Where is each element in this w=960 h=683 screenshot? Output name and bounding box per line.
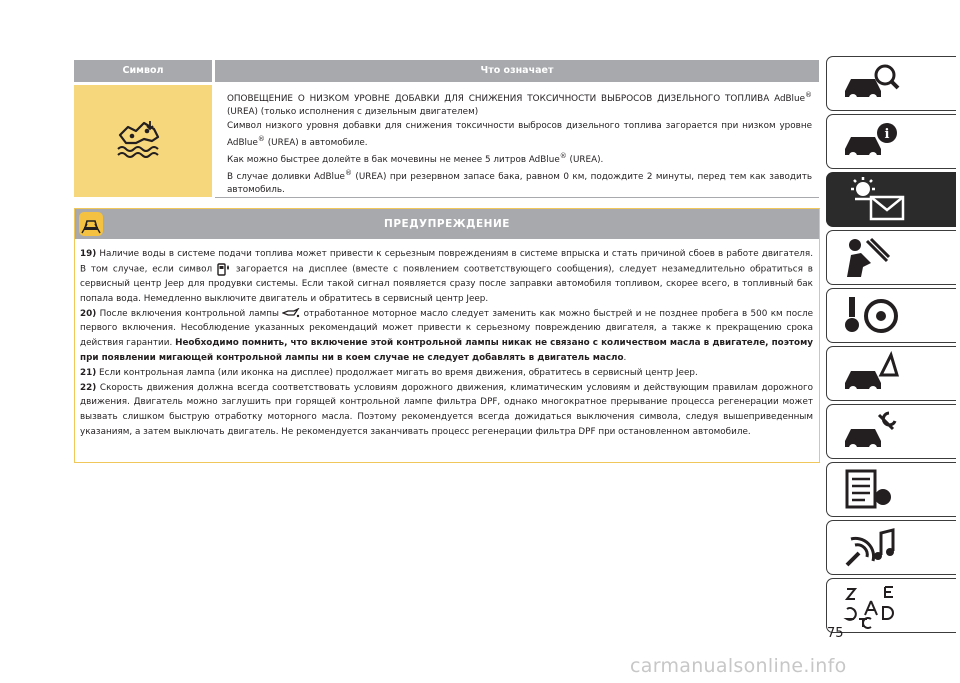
page-number: 75 — [827, 626, 844, 641]
water-in-fuel-icon — [217, 262, 231, 276]
tab-multimedia[interactable] — [826, 520, 956, 575]
tab-starting-driving[interactable] — [826, 288, 956, 343]
tab-index[interactable] — [826, 578, 956, 633]
warning-item-19: 19) Наличие воды в системе подачи топлива может привести к серьезным повреждениям в системе впрыска и стать причиной сбоев в работе двигателя. В том случае, если символ загорается на дисплее (вместе с появлением соответствующего сообщения), следует незамедлительно обратиться в сервисный центр Jeep для продувки системы. Если такой сигнал появляется сразу после заправки автомобиля топливом, скорее всего, в топливный бак попала вода. Немедленно выключите двигатель и обратитесь в сервисный центр Jeep. — [80, 249, 813, 304]
warning-box — [74, 208, 820, 463]
warning-header — [75, 209, 819, 239]
multimedia-icon — [841, 525, 901, 571]
car-maintenance-icon — [841, 409, 901, 455]
watermark: carmanualsonline.info — [630, 655, 847, 677]
oil-change-icon — [282, 308, 300, 318]
car-search-icon — [841, 61, 901, 107]
car-info-icon — [841, 119, 901, 165]
svg-text:i: i — [884, 127, 890, 142]
airbag-safety-icon — [841, 235, 901, 281]
meaning-cell — [215, 85, 819, 198]
adblue-title: ОПОВЕЩЕНИЕ О НИЗКОМ УРОВНЕ ДОБАВКИ ДЛЯ СНИЖЕНИЯ ТОКСИЧНОСТИ ВЫБРОСОВ ДИЗЕЛЬНОГО ТОПЛИВА AdBlue® (UREA) (только исполнения с дизельным двигателем) — [227, 91, 812, 118]
header-meaning: Что означает — [215, 60, 819, 82]
tab-car-search[interactable] — [826, 56, 956, 111]
index-alphabet-icon — [841, 583, 901, 629]
symbol-table-header — [74, 60, 819, 82]
warning-light-message-icon — [841, 177, 911, 223]
adblue-paragraph-3: В случае доливки AdBlue® (UREA) при резервном запасе бака, равном 0 км, подождите 2 минуты, перед тем как заводить автомобиль. — [227, 169, 813, 196]
key-steering-icon — [841, 293, 901, 339]
adblue-paragraph-1: Символ низкого уровня добавки для снижения токсичности выбросов дизельного топлива загорается при низком уровне AdBlue® (UREA) в автомобиле. — [227, 120, 812, 148]
warning-body — [80, 247, 813, 440]
warning-item-20: 20) После включения контрольной лампы отработанное моторное масло следует заменить как можно быстрей и не позднее пробега в 500 км после первого включения. Несоблюдение указанных рекомендаций может привести к серьезному повреждению двигателя, а также к прекращению срока действия гарантии. Необходимо помнить, что включение этой контрольной лампы никак не связано с количеством масла в двигателе, поэтому при появлении мигающей контрольной лампы ни в коем случае не следует добавлять в двигатель масло. — [80, 308, 813, 364]
warning-title: ПРЕДУПРЕЖДЕНИЕ — [384, 218, 510, 230]
warning-item-21: 21) Если контрольная лампа (или иконка на дисплее) продолжает мигать во время движения, обратитесь в сервисный центр Jeep. — [80, 367, 698, 378]
tab-safety[interactable] — [826, 230, 956, 285]
header-symbol: Символ — [74, 60, 212, 82]
tab-car-info[interactable] — [826, 114, 956, 169]
tab-maintenance[interactable] — [826, 404, 956, 459]
adblue-paragraph-2: Как можно быстрее долейте в бак мочевины не менее 5 литров AdBlue® (UREA). — [227, 152, 604, 165]
tab-technical-data[interactable] — [826, 462, 956, 517]
tab-warning-lights[interactable] — [826, 172, 956, 227]
tab-emergency[interactable] — [826, 346, 956, 401]
technical-data-icon — [841, 467, 901, 513]
adblue-low-icon — [114, 117, 166, 159]
warning-item-22: 22) Скорость движения должна всегда соответствовать условиям дорожного движения, климатическим условиям и действующим правилам дорожного движения. Двигатель можно заглушить при горящей контрольной лампе фильтра DPF, однако многократное прерывание процесса регенерации может вызвать слишком быструю отработку моторного масла. Поэтому рекомендуется всегда дожидаться выключения символа, следуя вышеприведенным указаниям, а затем выключать двигатель. Не рекомендуется заканчивать процесс регенерации фильтра DPF при остановленном автомобиле. — [80, 382, 813, 438]
car-emergency-icon — [841, 351, 901, 397]
symbol-cell — [74, 85, 212, 197]
